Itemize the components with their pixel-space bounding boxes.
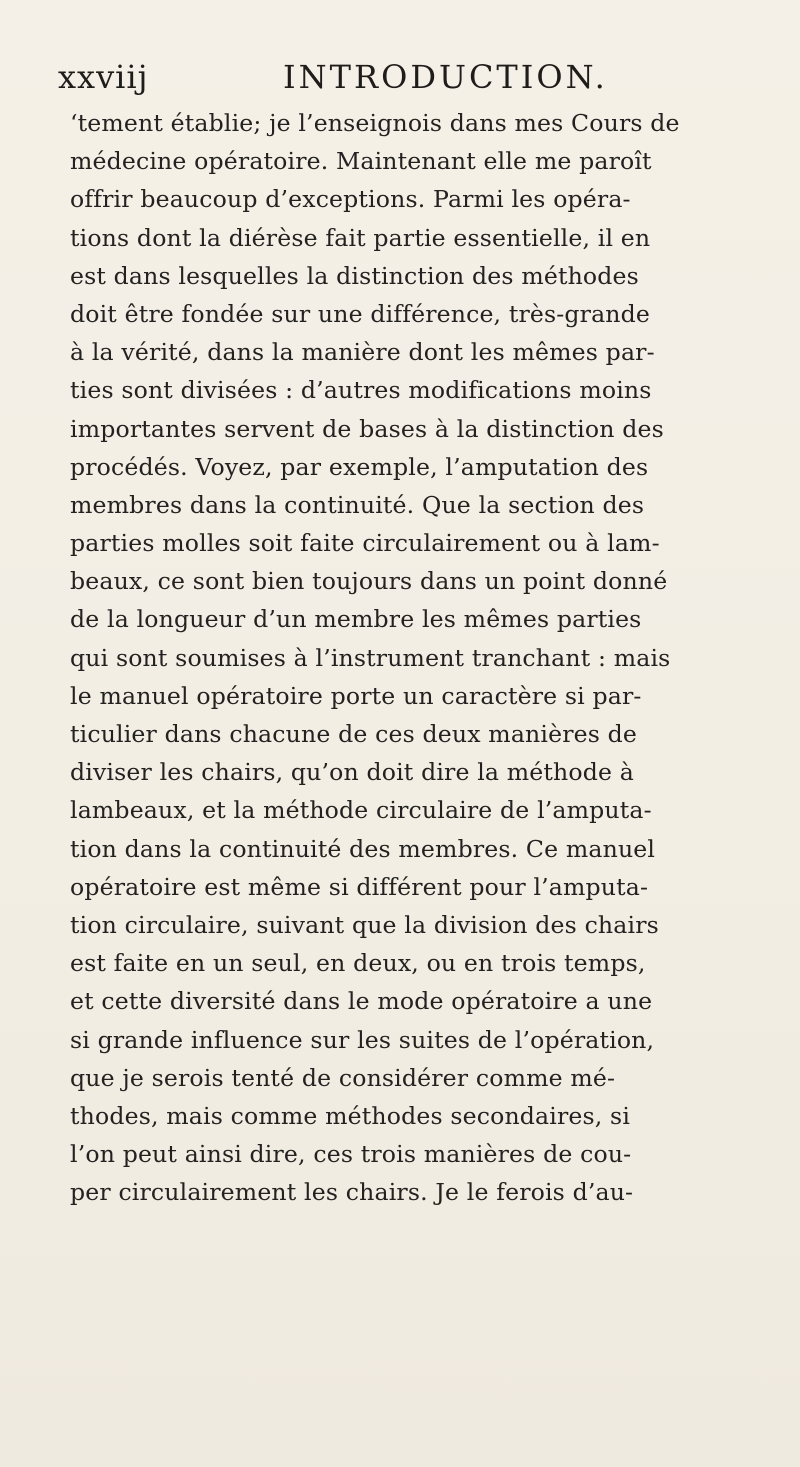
text-line: diviser les chairs, qu’on doit dire la méthode à [70,758,634,787]
text-line: est faite en un seul, en deux, ou en trois temps, [70,949,646,978]
text-line: importantes servent de bases à la distinction des [70,414,664,443]
text-line: thodes, mais comme méthodes secondaires, si [70,1101,631,1130]
text-line: est dans lesquelles la distinction des méthodes [70,261,639,290]
text-line: que je serois tenté de considérer comme mé- [70,1063,616,1092]
page-header [58,58,748,108]
text-line: tion dans la continuité des membres. Ce manuel [70,834,656,863]
text-line: beaux, ce sont bien toujours dans un point donné [70,567,668,596]
text-line: tions dont la diérèse fait partie essentielle, il en [70,223,651,252]
text-line: médecine opératoire. Maintenant elle me paroît [70,147,652,176]
text-line: offrir beaucoup d’exceptions. Parmi les opéra- [70,185,631,214]
text-line: per circulairement les chairs. Je le ferois d’au- [70,1178,634,1207]
text-line: ties sont divisées : d’autres modifications moins [70,376,652,405]
text-line: de la longueur d’un membre les mêmes parties [70,605,642,634]
text-line: procédés. Voyez, par exemple, l’amputation des [70,452,649,481]
text-line: et cette diversité dans le mode opératoire a une [70,987,653,1016]
text-line: opératoire est même si différent pour l’amputa- [70,872,649,901]
text-line: à la vérité, dans la manière dont les mêmes par- [70,338,655,367]
text-line: ‘tement établie; je l’enseignois dans mes Cours de [70,109,680,137]
text-line: membres dans la continuité. Que la section des [70,490,645,519]
text-line: lambeaux, et la méthode circulaire de l’amputa- [70,796,652,825]
text-line: si grande influence sur les suites de l’opération, [70,1025,655,1054]
body-text [70,104,750,1211]
text-line: qui sont soumises à l’instrument tranchant : mais [70,643,671,672]
text-line: le manuel opératoire porte un caractère si par- [70,681,642,710]
running-head: INTRODUCTION. [283,58,608,96]
text-line: tion circulaire, suivant que la division des chairs [70,910,659,939]
page-number: xxviij [58,58,149,96]
text-line: ticulier dans chacune de ces deux manières de [70,720,638,748]
text-line: parties molles soit faite circulairement ou à lam- [70,529,660,558]
text-line: l’on peut ainsi dire, ces trois manières de cou- [70,1140,632,1169]
text-line: doit être fondée sur une différence, très-grande [70,299,651,328]
